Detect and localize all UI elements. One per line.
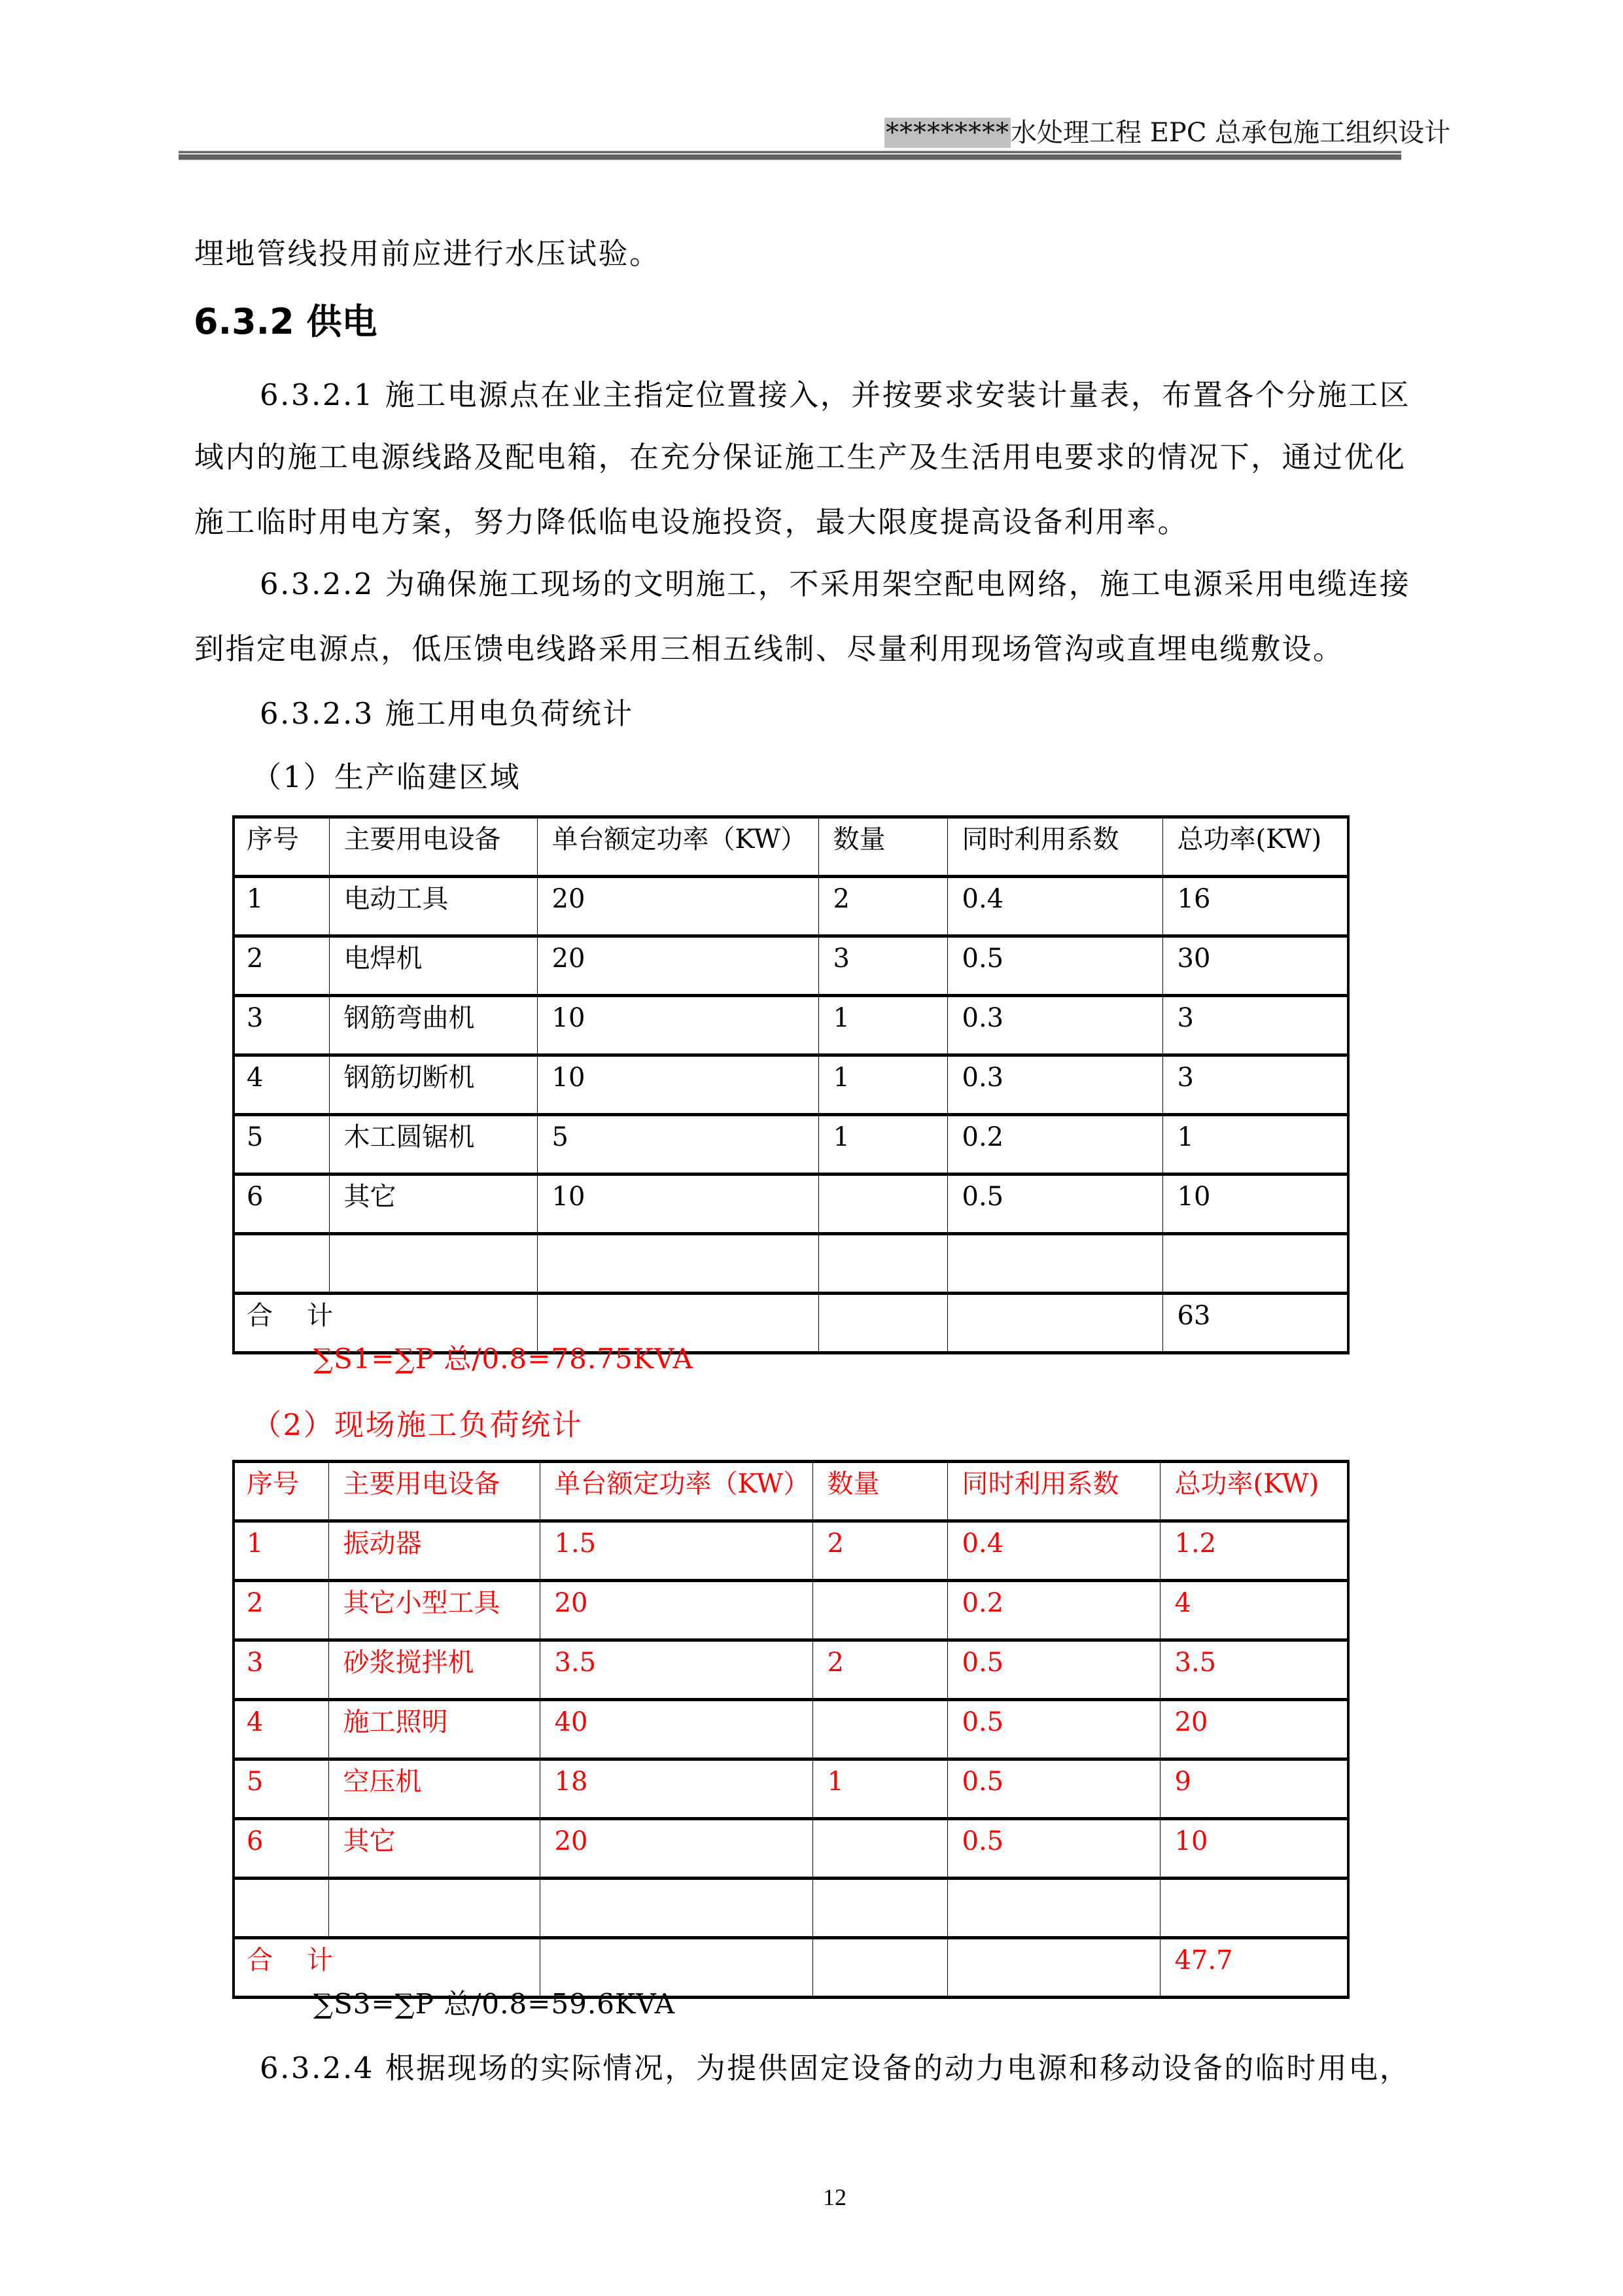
- subsection-1-label: （1）生产临建区域: [252, 760, 521, 794]
- table-row: [234, 1581, 1348, 1640]
- cell: 0.5: [947, 936, 1162, 996]
- cell: [812, 1819, 947, 1879]
- cell: 20: [1160, 1700, 1348, 1759]
- header-cell: 总功率(KW): [1160, 1462, 1348, 1521]
- table-row: [234, 996, 1348, 1055]
- cell: 5: [234, 1759, 328, 1819]
- cell: 6: [234, 1174, 329, 1234]
- cell: [329, 1234, 537, 1294]
- cell: 6: [234, 1819, 328, 1879]
- total-label: 合 计: [234, 1938, 540, 1998]
- cell: 18: [540, 1759, 812, 1819]
- total-value: 47.7: [1160, 1938, 1348, 1998]
- cell: 钢筋弯曲机: [329, 996, 537, 1055]
- paragraph-6-3-2-4: 6.3.2.4 根据现场的实际情况，为提供固定设备的动力电源和移动设备的临时用电，: [260, 2051, 1411, 2085]
- cell: 30: [1162, 936, 1348, 996]
- table-row: [234, 1115, 1348, 1174]
- table-row: [234, 877, 1348, 936]
- cell: 10: [537, 1174, 818, 1234]
- cell: 电动工具: [329, 877, 537, 936]
- formula-s3: ∑S3=∑P 总/0.8=59.6KVA: [313, 1988, 676, 2020]
- cell: 3: [234, 1640, 328, 1700]
- cell: 20: [540, 1819, 812, 1879]
- cell: 1.5: [540, 1521, 812, 1581]
- cell: 施工照明: [328, 1700, 540, 1759]
- cell: 木工圆锯机: [329, 1115, 537, 1174]
- redacted-project-name: *********: [886, 118, 1009, 148]
- intro-line: 埋地管线投用前应进行水压试验。: [194, 236, 661, 271]
- cell: 1: [818, 996, 947, 1055]
- cell: 3: [234, 996, 329, 1055]
- header-cell: 同时利用系数: [947, 817, 1162, 877]
- cell: 16: [1162, 877, 1348, 936]
- cell: 2: [818, 877, 947, 936]
- header-cell: 主要用电设备: [328, 1462, 540, 1521]
- header-cell: 同时利用系数: [947, 1462, 1160, 1521]
- paragraph-6-3-2-1-line-3: 施工临时用电方案，努力降低临电设施投资，最大限度提高设备利用率。: [194, 504, 1189, 539]
- cell: 0.5: [947, 1819, 1160, 1879]
- table-row: [234, 1055, 1348, 1115]
- cell: 其它: [328, 1819, 540, 1879]
- cell: 空压机: [328, 1759, 540, 1819]
- header-cell: 单台额定功率（KW）: [537, 817, 818, 877]
- cell: 0.5: [947, 1174, 1162, 1234]
- cell: 0.4: [947, 877, 1162, 936]
- cell: 1: [818, 1055, 947, 1115]
- cell: 其它: [329, 1174, 537, 1234]
- table-row: [234, 1174, 1348, 1234]
- cell: [947, 1938, 1160, 1998]
- cell: 4: [234, 1055, 329, 1115]
- formula-s1: ∑S1=∑P 总/0.8=78.75KVA: [313, 1343, 693, 1375]
- cell: [818, 1174, 947, 1234]
- cell: [1162, 1234, 1348, 1294]
- header-cell: 序号: [234, 817, 329, 877]
- cell: 振动器: [328, 1521, 540, 1581]
- table-production-load: [232, 815, 1350, 1354]
- cell: [328, 1879, 540, 1938]
- cell: [1160, 1879, 1348, 1938]
- table-row: [234, 1700, 1348, 1759]
- cell: 钢筋切断机: [329, 1055, 537, 1115]
- cell: 其它小型工具: [328, 1581, 540, 1640]
- cell: 0.5: [947, 1640, 1160, 1700]
- cell: 10: [537, 996, 818, 1055]
- cell: 0.2: [947, 1115, 1162, 1174]
- cell: 3: [1162, 996, 1348, 1055]
- cell: 0.3: [947, 1055, 1162, 1115]
- cell: 20: [537, 936, 818, 996]
- cell: 2: [812, 1521, 947, 1581]
- table-row-empty: [234, 1234, 1348, 1294]
- cell: 3: [818, 936, 947, 996]
- header-cell: 主要用电设备: [329, 817, 537, 877]
- cell: 4: [1160, 1581, 1348, 1640]
- paragraph-6-3-2-3: 6.3.2.3 施工用电负荷统计: [260, 696, 634, 731]
- cell: 0.4: [947, 1521, 1160, 1581]
- cell: 1: [818, 1115, 947, 1174]
- header-cell: 数量: [818, 817, 947, 877]
- cell: 0.3: [947, 996, 1162, 1055]
- running-header: [884, 116, 1450, 149]
- cell: 5: [537, 1115, 818, 1174]
- cell: [234, 1879, 328, 1938]
- header-cell: 数量: [812, 1462, 947, 1521]
- table-row-empty: [234, 1879, 1348, 1938]
- cell: 10: [1162, 1174, 1348, 1234]
- cell: 砂浆搅拌机: [328, 1640, 540, 1700]
- page-number: 12: [823, 2184, 846, 2210]
- cell: [812, 1938, 947, 1998]
- cell: 10: [1160, 1819, 1348, 1879]
- header-title: 水处理工程 EPC 总承包施工组织设计: [1011, 118, 1451, 148]
- table-header-row: [234, 817, 1348, 877]
- cell: 3.5: [1160, 1640, 1348, 1700]
- table-row: [234, 1819, 1348, 1879]
- total-value: 63: [1162, 1294, 1348, 1353]
- table-site-load: [232, 1460, 1350, 1999]
- cell: 5: [234, 1115, 329, 1174]
- cell: [947, 1234, 1162, 1294]
- cell: 1: [1162, 1115, 1348, 1174]
- cell: [234, 1234, 329, 1294]
- paragraph-6-3-2-1-line-1: 6.3.2.1 施工电源点在业主指定位置接入，并按要求安装计量表，布置各个分施工区: [260, 378, 1411, 412]
- cell: 1: [234, 877, 329, 936]
- header-cell: 总功率(KW): [1162, 817, 1348, 877]
- cell: 3: [1162, 1055, 1348, 1115]
- cell: 1: [234, 1521, 328, 1581]
- cell: 40: [540, 1700, 812, 1759]
- cell: 2: [234, 936, 329, 996]
- header-cell: 序号: [234, 1462, 328, 1521]
- cell: 2: [234, 1581, 328, 1640]
- cell: 10: [537, 1055, 818, 1115]
- cell: [947, 1294, 1162, 1353]
- cell: 0.2: [947, 1581, 1160, 1640]
- table-row: [234, 936, 1348, 996]
- cell: 2: [812, 1640, 947, 1700]
- paragraph-6-3-2-1-line-2: 域内的施工电源线路及配电箱，在充分保证施工生产及生活用电要求的情况下，通过优化: [194, 440, 1406, 474]
- total-label: 合 计: [234, 1294, 537, 1353]
- table-row: [234, 1521, 1348, 1581]
- table-row: [234, 1759, 1348, 1819]
- paragraph-6-3-2-2-line-2: 到指定电源点，低压馈电线路采用三相五线制、尽量利用现场管沟或直埋电缆敷设。: [194, 631, 1344, 666]
- cell: [540, 1879, 812, 1938]
- cell: 0.5: [947, 1700, 1160, 1759]
- cell: [812, 1581, 947, 1640]
- header-cell: 单台额定功率（KW）: [540, 1462, 812, 1521]
- cell: 9: [1160, 1759, 1348, 1819]
- table-row: [234, 1640, 1348, 1700]
- cell: 20: [537, 877, 818, 936]
- cell: 1: [812, 1759, 947, 1819]
- cell: [537, 1234, 818, 1294]
- cell: 20: [540, 1581, 812, 1640]
- cell: 电焊机: [329, 936, 537, 996]
- cell: [812, 1879, 947, 1938]
- section-heading: 6.3.2 供电: [194, 301, 377, 342]
- cell: 0.5: [947, 1759, 1160, 1819]
- cell: 4: [234, 1700, 328, 1759]
- cell: [818, 1234, 947, 1294]
- cell: [947, 1879, 1160, 1938]
- paragraph-6-3-2-2-line-1: 6.3.2.2 为确保施工现场的文明施工，不采用架空配电网络，施工电源采用电缆连接: [260, 567, 1411, 601]
- cell: [818, 1294, 947, 1353]
- subsection-2-label: （2）现场施工负荷统计: [252, 1407, 584, 1442]
- table-header-row: [234, 1462, 1348, 1521]
- cell: 1.2: [1160, 1521, 1348, 1581]
- header-rule-thin: [179, 150, 1401, 154]
- cell: 3.5: [540, 1640, 812, 1700]
- cell: [812, 1700, 947, 1759]
- header-rule-thick: [179, 154, 1401, 160]
